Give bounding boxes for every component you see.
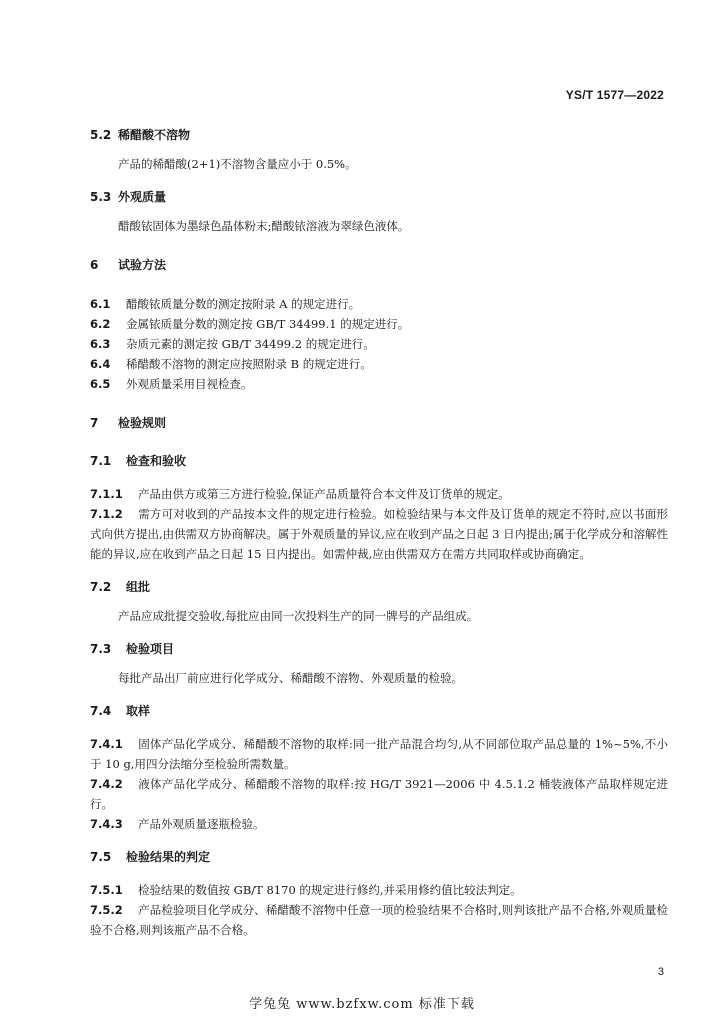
section-title: 取样 [126,704,151,718]
clause-text: 产品外观质量逐瓶检验。 [138,817,265,831]
clause-7-4-1 [90,734,668,774]
section-title: 检验项目 [126,642,175,656]
clause-number: 7.1.2 [90,507,123,521]
paragraph-5-3: 醋酸铱固体为墨绿色晶体粉末;醋酸铱溶液为翠绿色液体。 [118,219,410,233]
section-number: 7.3 [90,642,112,656]
item-text: 稀醋酸不溶物的测定应按照附录 B 的规定进行。 [126,357,372,371]
item-text: 金属铱质量分数的测定按 GB/T 34499.1 的规定进行。 [126,317,410,331]
section-number: 5.3 [90,190,112,204]
section-title: 试验方法 [118,258,167,272]
section-title: 外观质量 [118,190,167,204]
section-heading-7-3 [90,640,668,658]
section-heading-6 [90,256,668,274]
section-number: 5.2 [90,128,112,142]
paragraph-5-2: 产品的稀醋酸(2+1)不溶物含量应小于 0.5%。 [118,157,357,171]
list-item [90,354,668,374]
section-heading-7-4 [90,702,668,720]
section-title: 检验规则 [118,416,167,430]
section-number: 6 [90,258,99,272]
section-title: 组批 [126,580,151,594]
list-item [90,334,668,354]
clause-text: 产品检验项目化学成分、稀醋酸不溶物中任意一项的检验结果不合格时,则判该批产品不合格,外观质量检验不合格,则判该瓶产品不合格。 [90,903,668,937]
clause-text: 液体产品化学成分、稀醋酸不溶物的取样:按 HG/T 3921—2006 中 4.5.1.2 桶装液体产品取样规定进行。 [90,777,668,811]
section-number: 7.2 [90,580,112,594]
clause-7-4-3 [90,814,668,834]
item-text: 杂质元素的测定按 GB/T 34499.2 的规定进行。 [126,337,375,351]
section-heading-5-2 [90,126,668,144]
section-number: 7 [90,416,99,430]
list-item [90,374,668,394]
clause-number: 7.5.1 [90,883,123,897]
section-title: 检验结果的判定 [126,850,211,864]
section-title: 稀醋酸不溶物 [118,128,191,142]
section-heading-7-2 [90,578,668,596]
item-number: 6.5 [90,377,111,391]
item-text: 外观质量采用目视检查。 [126,377,253,391]
item-number: 6.1 [90,297,111,311]
document-code: YS/T 1577—2022 [565,88,664,102]
clause-number: 7.4.3 [90,817,123,831]
clause-7-1-2 [90,504,668,564]
clause-text: 产品由供方或第三方进行检验,保证产品质量符合本文件及订货单的规定。 [138,487,510,501]
section-heading-7 [90,414,668,432]
clause-7-4-2 [90,774,668,814]
item-number: 6.3 [90,337,111,351]
list-item [90,294,668,314]
section-title: 检查和验收 [126,454,187,468]
clause-7-5-1 [90,880,668,900]
footer-watermark: 学兔兔 www.bzfxw.com 标准下载 [249,997,475,1012]
paragraph-7-2: 产品应成批提交验收,每批应由同一次投料生产的同一牌号的产品组成。 [118,609,479,623]
section-heading-7-5 [90,848,668,866]
item-number: 6.4 [90,357,111,371]
clause-number: 7.5.2 [90,903,123,917]
paragraph-7-3: 每批产品出厂前应进行化学成分、稀醋酸不溶物、外观质量的检验。 [118,671,463,685]
section-number: 7.5 [90,850,112,864]
list-item [90,314,668,334]
clause-number: 7.4.2 [90,777,123,791]
item-text: 醋酸铱质量分数的测定按附录 A 的规定进行。 [126,297,361,311]
item-number: 6.2 [90,317,111,331]
clause-number: 7.4.1 [90,737,123,751]
clause-text: 固体产品化学成分、稀醋酸不溶物的取样:同一批产品混合均匀,从不同部位取产品总量的 1%~5%,不小于 10 g,用四分法缩分至检验所需数量。 [90,737,668,771]
clause-number: 7.1.1 [90,487,123,501]
page-number: 3 [657,966,664,978]
section-heading-7-1 [90,452,668,470]
section-number: 7.1 [90,454,112,468]
clause-7-5-2 [90,900,668,940]
clause-7-1-1 [90,484,668,504]
clause-text: 检验结果的数值按 GB/T 8170 的规定进行修约,并采用修约值比较法判定。 [138,883,522,897]
section-heading-5-3 [90,188,668,206]
clause-text: 需方可对收到的产品按本文件的规定进行检验。如检验结果与本文件及订货单的规定不符时,应以书面形式向供方提出,由供需双方协商解决。属于外观质量的异议,应在收到产品之日起 3 日内提出;属于化学成分和溶解性能的异议,应在收到产品之日起 15 日内提出。如需仲裁,应由供需双方在需方共同取样或协商确定。 [90,507,668,561]
document-body [90,126,668,940]
section-number: 7.4 [90,704,112,718]
